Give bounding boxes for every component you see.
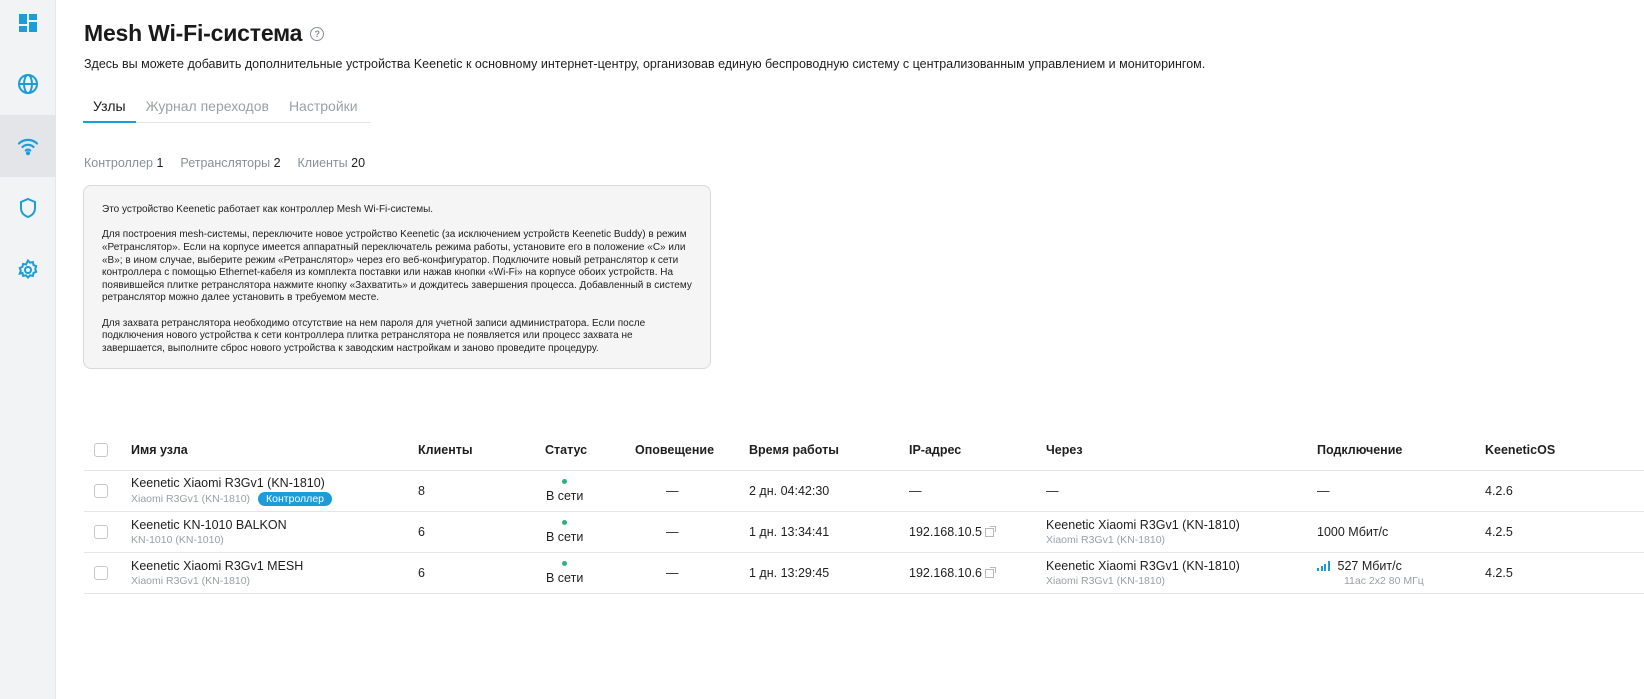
- nodes-table: [84, 430, 1644, 594]
- status-online-dot: [562, 479, 567, 484]
- header-status[interactable]: Статус: [545, 443, 588, 457]
- node-model-line: [131, 492, 332, 506]
- node-connection-cell: [1317, 553, 1424, 593]
- status-online-dot: [562, 561, 567, 566]
- table-row[interactable]: [84, 512, 1644, 553]
- tab-nodes[interactable]: Узлы: [83, 88, 136, 123]
- node-model: Xiaomi R3Gv1 (KN-1810): [131, 575, 251, 587]
- node-clients: 6: [418, 525, 425, 539]
- node-os: 4.2.6: [1485, 484, 1513, 498]
- controller-badge: Контроллер: [258, 492, 332, 506]
- status-text: В сети: [546, 489, 584, 503]
- sidebar-item-security[interactable]: [0, 177, 56, 239]
- sidebar-item-settings[interactable]: [0, 239, 56, 301]
- node-model: Xiaomi R3Gv1 (KN-1810): [131, 493, 251, 505]
- header-uptime[interactable]: Время работы: [749, 443, 839, 457]
- table-header: [84, 430, 1644, 471]
- node-uptime: 2 дн. 04:42:30: [749, 484, 830, 498]
- node-clients: 6: [418, 566, 425, 580]
- node-os: 4.2.5: [1485, 525, 1513, 539]
- node-os: 4.2.5: [1485, 566, 1513, 580]
- external-link-icon[interactable]: [985, 528, 994, 537]
- node-clients: 8: [418, 484, 425, 498]
- repeaters-count: Ретрансляторы 2: [180, 156, 281, 170]
- info-paragraph-2: Для построения mesh-системы, переключите новое устройство Keenetic (за исключением устройств Keenetic Buddy) в режим «Ретранслятор». Если на корпусе имеется аппаратный переключатель режима работы, установите его в положение «С» или «В»; в ином случае, выберите режим «Ретранслятор» через его веб-конфигуратор. Подключите новый ретранслятор к сети контроллера с помощью Ethernet-кабеля из комплекта поставки или нажав кнопки «Wi-Fi» на корпусе обоих устройств. На появившейся плитке ретранслятора нажмите кнопку «Захватить» и дождитесь завершения процесса. Добавленный в систему ретранслятор можно далее установить в требуемом месте.: [102, 229, 692, 304]
- row-checkbox-cell: [94, 553, 108, 593]
- tab-bar: [83, 88, 371, 123]
- row-checkbox-cell: [94, 512, 108, 552]
- node-ip-cell: [909, 512, 994, 552]
- node-name-cell: [131, 553, 303, 593]
- table-row[interactable]: [84, 553, 1644, 594]
- node-via-cell: [1046, 553, 1240, 593]
- page-title: Mesh Wi-Fi-система: [84, 20, 303, 46]
- node-via: Keenetic Xiaomi R3Gv1 (KN-1810): [1046, 559, 1240, 573]
- node-uptime: 1 дн. 13:34:41: [749, 525, 830, 539]
- sidebar-item-dashboard[interactable]: [0, 0, 56, 45]
- node-counts: [84, 156, 365, 170]
- table-row[interactable]: [84, 471, 1644, 512]
- header-checkbox-cell: [94, 430, 108, 470]
- node-name[interactable]: Keenetic KN-1010 BALKON: [131, 518, 287, 532]
- page-subtitle: Здесь вы можете добавить дополнительные устройства Keenetic к основному интернет-центру, организовав единую беспроводную систему с централизованным управлением и мониторингом.: [84, 57, 1206, 71]
- title-row: [84, 20, 324, 47]
- header-ip[interactable]: IP-адрес: [909, 443, 962, 457]
- node-connection: —: [1317, 484, 1330, 498]
- header-os[interactable]: KeeneticOS: [1485, 443, 1556, 457]
- node-notify: —: [666, 484, 679, 498]
- node-status: [546, 512, 583, 552]
- node-via-model: Xiaomi R3Gv1 (KN-1810): [1046, 534, 1166, 546]
- globe-icon: [16, 72, 40, 96]
- clients-count: Клиенты 20: [297, 156, 366, 170]
- node-status: [546, 553, 583, 593]
- row-checkbox[interactable]: [94, 484, 108, 498]
- node-notify: —: [666, 566, 679, 580]
- node-notify: —: [666, 525, 679, 539]
- help-icon[interactable]: ?: [310, 27, 324, 41]
- tab-transitions-log[interactable]: Журнал переходов: [145, 98, 269, 114]
- node-model: KN-1010 (KN-1010): [131, 534, 224, 546]
- header-clients[interactable]: Клиенты: [418, 443, 473, 457]
- node-name[interactable]: Keenetic Xiaomi R3Gv1 MESH: [131, 559, 304, 573]
- row-checkbox[interactable]: [94, 525, 108, 539]
- node-ip: —: [909, 484, 922, 498]
- node-connection-details: 11ac 2x2 80 МГц: [1344, 575, 1424, 587]
- external-link-icon[interactable]: [985, 569, 994, 578]
- status-text: В сети: [546, 571, 584, 585]
- sidebar-item-wifi[interactable]: [0, 115, 56, 177]
- node-ip[interactable]: 192.168.10.5: [909, 525, 982, 539]
- node-ip[interactable]: 192.168.10.6: [909, 566, 982, 580]
- select-all-checkbox[interactable]: [94, 443, 108, 457]
- info-paragraph-1: Это устройство Keenetic работает как контроллер Mesh Wi-Fi-системы.: [102, 204, 434, 215]
- connection-line: [1317, 559, 1424, 573]
- node-via: Keenetic Xiaomi R3Gv1 (KN-1810): [1046, 518, 1240, 532]
- header-via[interactable]: Через: [1046, 443, 1083, 457]
- node-connection: 527 Мбит/с: [1337, 559, 1402, 573]
- controller-count: Контроллер 1: [84, 156, 164, 170]
- node-name[interactable]: Keenetic Xiaomi R3Gv1 (KN-1810): [131, 476, 325, 490]
- status-text: В сети: [546, 530, 584, 544]
- info-paragraph-3: Для захвата ретранслятора необходимо отсутствие на нем пароля для учетной записи администратора. Если после подключения нового устройства к сети контроллера плитка ретранслятора не появляется или процесс захвата не завершается, выполните сброс нового устройства к заводским настройкам и заново проведите процедуру.: [102, 317, 646, 354]
- header-name[interactable]: Имя узла: [131, 443, 188, 457]
- main-content: [56, 0, 1644, 699]
- row-checkbox[interactable]: [94, 566, 108, 580]
- node-status: [546, 471, 583, 511]
- signal-strength-icon: [1317, 561, 1330, 571]
- shield-icon: [16, 196, 40, 220]
- node-ip-cell: [909, 553, 994, 593]
- node-name-cell: [131, 512, 287, 552]
- wifi-icon: [16, 134, 40, 158]
- status-online-dot: [562, 520, 567, 525]
- sidebar-item-internet[interactable]: [0, 53, 56, 115]
- node-name-cell: [131, 471, 332, 511]
- sidebar: [0, 0, 56, 699]
- header-notify[interactable]: Оповещение: [635, 443, 715, 457]
- row-checkbox-cell: [94, 471, 108, 511]
- tab-settings[interactable]: Настройки: [288, 98, 358, 114]
- node-uptime: 1 дн. 13:29:45: [749, 566, 830, 580]
- header-connection[interactable]: Подключение: [1317, 443, 1403, 457]
- gear-icon: [16, 258, 40, 282]
- node-via-cell: [1046, 512, 1240, 552]
- info-box: [83, 185, 711, 369]
- node-connection: 1000 Мбит/с: [1317, 525, 1389, 539]
- dashboard-icon: [16, 11, 40, 35]
- node-via-model: Xiaomi R3Gv1 (KN-1810): [1046, 575, 1166, 587]
- node-via: —: [1046, 484, 1059, 498]
